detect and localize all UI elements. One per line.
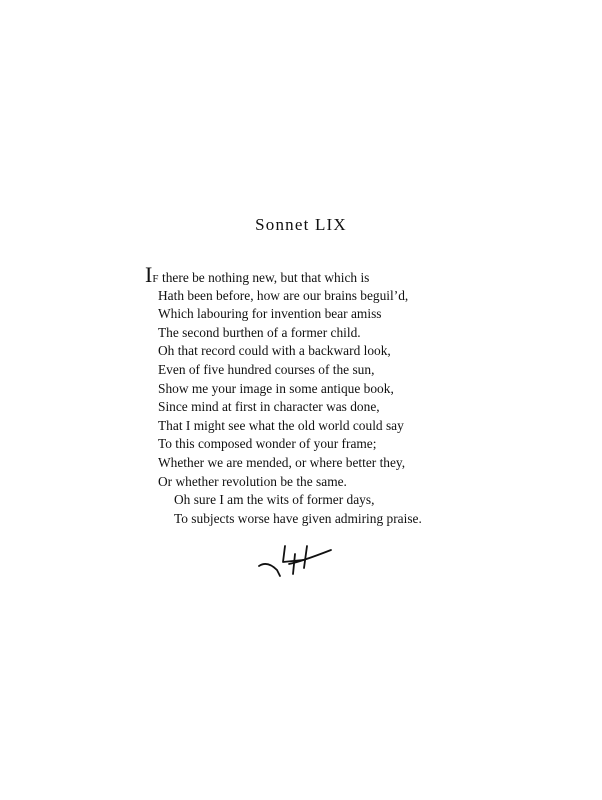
drop-cap: I bbox=[145, 262, 153, 287]
couplet-line-1: Oh sure I am the wits of former days, bbox=[174, 492, 375, 508]
small-caps-text: F bbox=[152, 273, 159, 285]
poem-body bbox=[145, 262, 558, 528]
poem-line-3: Which labouring for invention bear amiss bbox=[158, 306, 382, 322]
poem-line-11: Whether we are mended, or where better they, bbox=[158, 454, 406, 470]
poem-line-7: Show me your image in some antique book, bbox=[158, 380, 394, 396]
poem-line-4: The second burthen of a former child. bbox=[158, 324, 361, 340]
poem-line-12: Or whether revolution be the same. bbox=[158, 473, 347, 489]
page-title: Sonnet LIX bbox=[255, 215, 347, 234]
poem-line-6: Even of five hundred courses of the sun, bbox=[158, 361, 375, 377]
poem-line-5: Oh that record could with a backward look, bbox=[158, 343, 391, 359]
poem-line-1 bbox=[145, 262, 558, 287]
poem-line-2: Hath been before, how are our brains beguil’d, bbox=[158, 287, 409, 303]
poem-line-8: Since mind at first in character was done, bbox=[158, 399, 380, 415]
couplet-line-2: To subjects worse have given admiring praise. bbox=[174, 510, 422, 526]
poem-line-9: That I might see what the old world could say bbox=[158, 417, 404, 433]
signature-mark-icon bbox=[255, 540, 337, 580]
poem-line-text: there be nothing new, but that which is bbox=[158, 270, 370, 285]
poem-line-10: To this composed wonder of your frame; bbox=[158, 436, 377, 452]
